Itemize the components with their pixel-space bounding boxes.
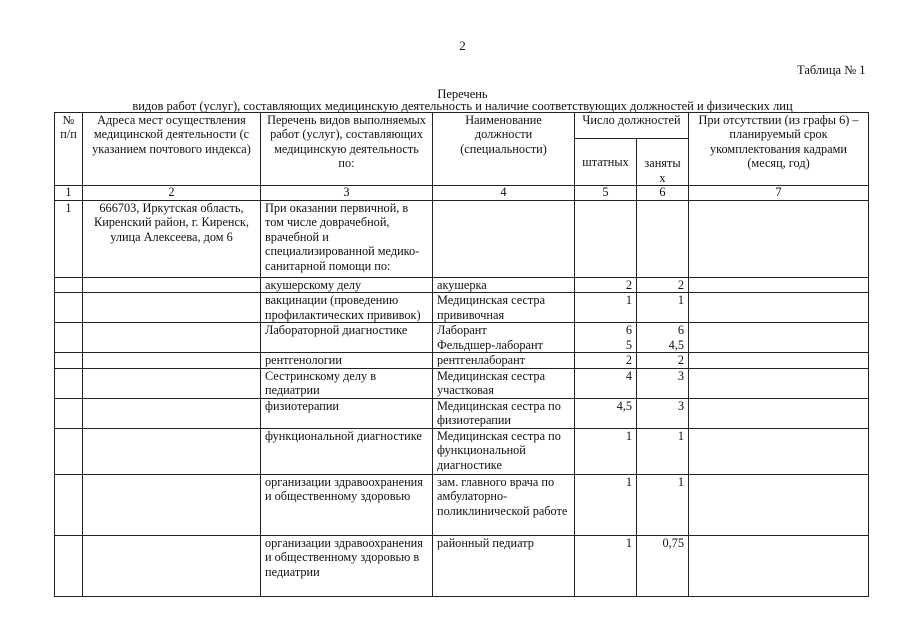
occupied-value: 4,5 <box>668 337 685 352</box>
header-col-plan: При отсутствии (из графы 6) – планируемый срок укомплектования кадрами (месяц, год) <box>689 113 869 186</box>
staff-value: 6 <box>625 323 632 338</box>
table-row <box>55 293 869 323</box>
position-line: Фельдшер-лаборант <box>437 337 543 352</box>
column-number-7: 7 <box>689 186 869 201</box>
header-col-address: Адреса мест осуществления медицинской деятельности (с указанием почтового индекса) <box>83 113 261 186</box>
staff-cell: 2 <box>575 278 637 293</box>
column-number-4: 4 <box>433 186 575 201</box>
table-row <box>55 428 869 474</box>
column-numbers-row <box>55 186 869 201</box>
occupied-value: 6 <box>677 323 685 338</box>
staff-cell <box>575 323 637 353</box>
table-row <box>55 474 869 535</box>
header-col-positions-count: Число должностей <box>575 113 689 139</box>
position-cell: Медицинская сестра по физиотерапии <box>433 398 575 428</box>
staff-value: 5 <box>625 337 632 352</box>
table-row <box>55 535 869 596</box>
occupied-cell: 2 <box>637 353 689 368</box>
header-col-occupied: заняты х <box>637 139 689 186</box>
row-number: 1 <box>55 201 83 278</box>
header-col-number: № п/п <box>55 113 83 186</box>
position-cell: акушерка <box>433 278 575 293</box>
staff-cell: 2 <box>575 353 637 368</box>
occupied-cell: 1 <box>637 293 689 323</box>
table-row <box>55 398 869 428</box>
occupied-cell: 3 <box>637 368 689 398</box>
works-intro-cell: При оказании первичной, в том числе доврачебной, врачебной и специализированной медико-санитарной помощи по: <box>261 201 433 278</box>
column-number-6: 6 <box>637 186 689 201</box>
occupied-cell: 2 <box>637 278 689 293</box>
occupied-cell: 0,75 <box>637 535 689 596</box>
staff-cell: 1 <box>575 293 637 323</box>
position-cell <box>433 323 575 353</box>
occupied-cell: 1 <box>637 428 689 474</box>
document-title <box>0 88 903 112</box>
position-cell: Медицинская сестра прививочная <box>433 293 575 323</box>
position-cell: Медицинская сестра по функциональной диагностике <box>433 428 575 474</box>
work-cell: организации здравоохранения и общественному здоровью <box>261 474 433 535</box>
staff-cell: 1 <box>575 474 637 535</box>
table-row <box>55 201 869 278</box>
header-row <box>55 113 869 139</box>
header-col-staff: штатных <box>575 139 637 186</box>
header-col-position: Наименование должности (специальности) <box>433 113 575 186</box>
work-cell: физиотерапии <box>261 398 433 428</box>
work-cell: вакцинации (проведению профилактических прививок) <box>261 293 433 323</box>
work-cell: функциональной диагностике <box>261 428 433 474</box>
staff-cell: 1 <box>575 535 637 596</box>
position-line: Лаборант <box>437 323 487 338</box>
position-cell: зам. главного врача по амбулаторно-поликлинической работе <box>433 474 575 535</box>
header-col-works: Перечень видов выполняемых работ (услуг), составляющих медицинскую деятельность по: <box>261 113 433 186</box>
work-cell: Лабораторной диагностике <box>261 323 433 353</box>
staff-cell: 4,5 <box>575 398 637 428</box>
title-line-1: Перечень <box>437 87 488 101</box>
position-cell: рентгенлаборант <box>433 353 575 368</box>
occupied-cell <box>637 323 689 353</box>
page-number: 2 <box>459 38 466 53</box>
position-cell: Медицинская сестра участковая <box>433 368 575 398</box>
work-cell: рентгенологии <box>261 353 433 368</box>
table-row <box>55 368 869 398</box>
column-number-5: 5 <box>575 186 637 201</box>
table-row <box>55 278 869 293</box>
table-label: Таблица № 1 <box>797 63 866 77</box>
work-cell: Сестринскому делу в педиатрии <box>261 368 433 398</box>
work-cell: акушерскому делу <box>261 278 433 293</box>
works-table <box>54 112 869 597</box>
position-cell: районный педиатр <box>433 535 575 596</box>
table-row <box>55 353 869 368</box>
column-number-2: 2 <box>83 186 261 201</box>
work-cell: организации здравоохранения и общественному здоровью в педиатрии <box>261 535 433 596</box>
occupied-cell: 1 <box>637 474 689 535</box>
address-cell: 666703, Иркутская область, Киренский район, г. Киренск, улица Алексеева, дом 6 <box>83 201 261 278</box>
staff-cell: 4 <box>575 368 637 398</box>
title-line-2: видов работ (услуг), составляющих медицинскую деятельность и наличие соответствующих должностей и физических лиц <box>132 99 793 113</box>
table-row <box>55 323 869 353</box>
staff-cell: 1 <box>575 428 637 474</box>
column-number-3: 3 <box>261 186 433 201</box>
column-number-1: 1 <box>55 186 83 201</box>
occupied-cell: 3 <box>637 398 689 428</box>
